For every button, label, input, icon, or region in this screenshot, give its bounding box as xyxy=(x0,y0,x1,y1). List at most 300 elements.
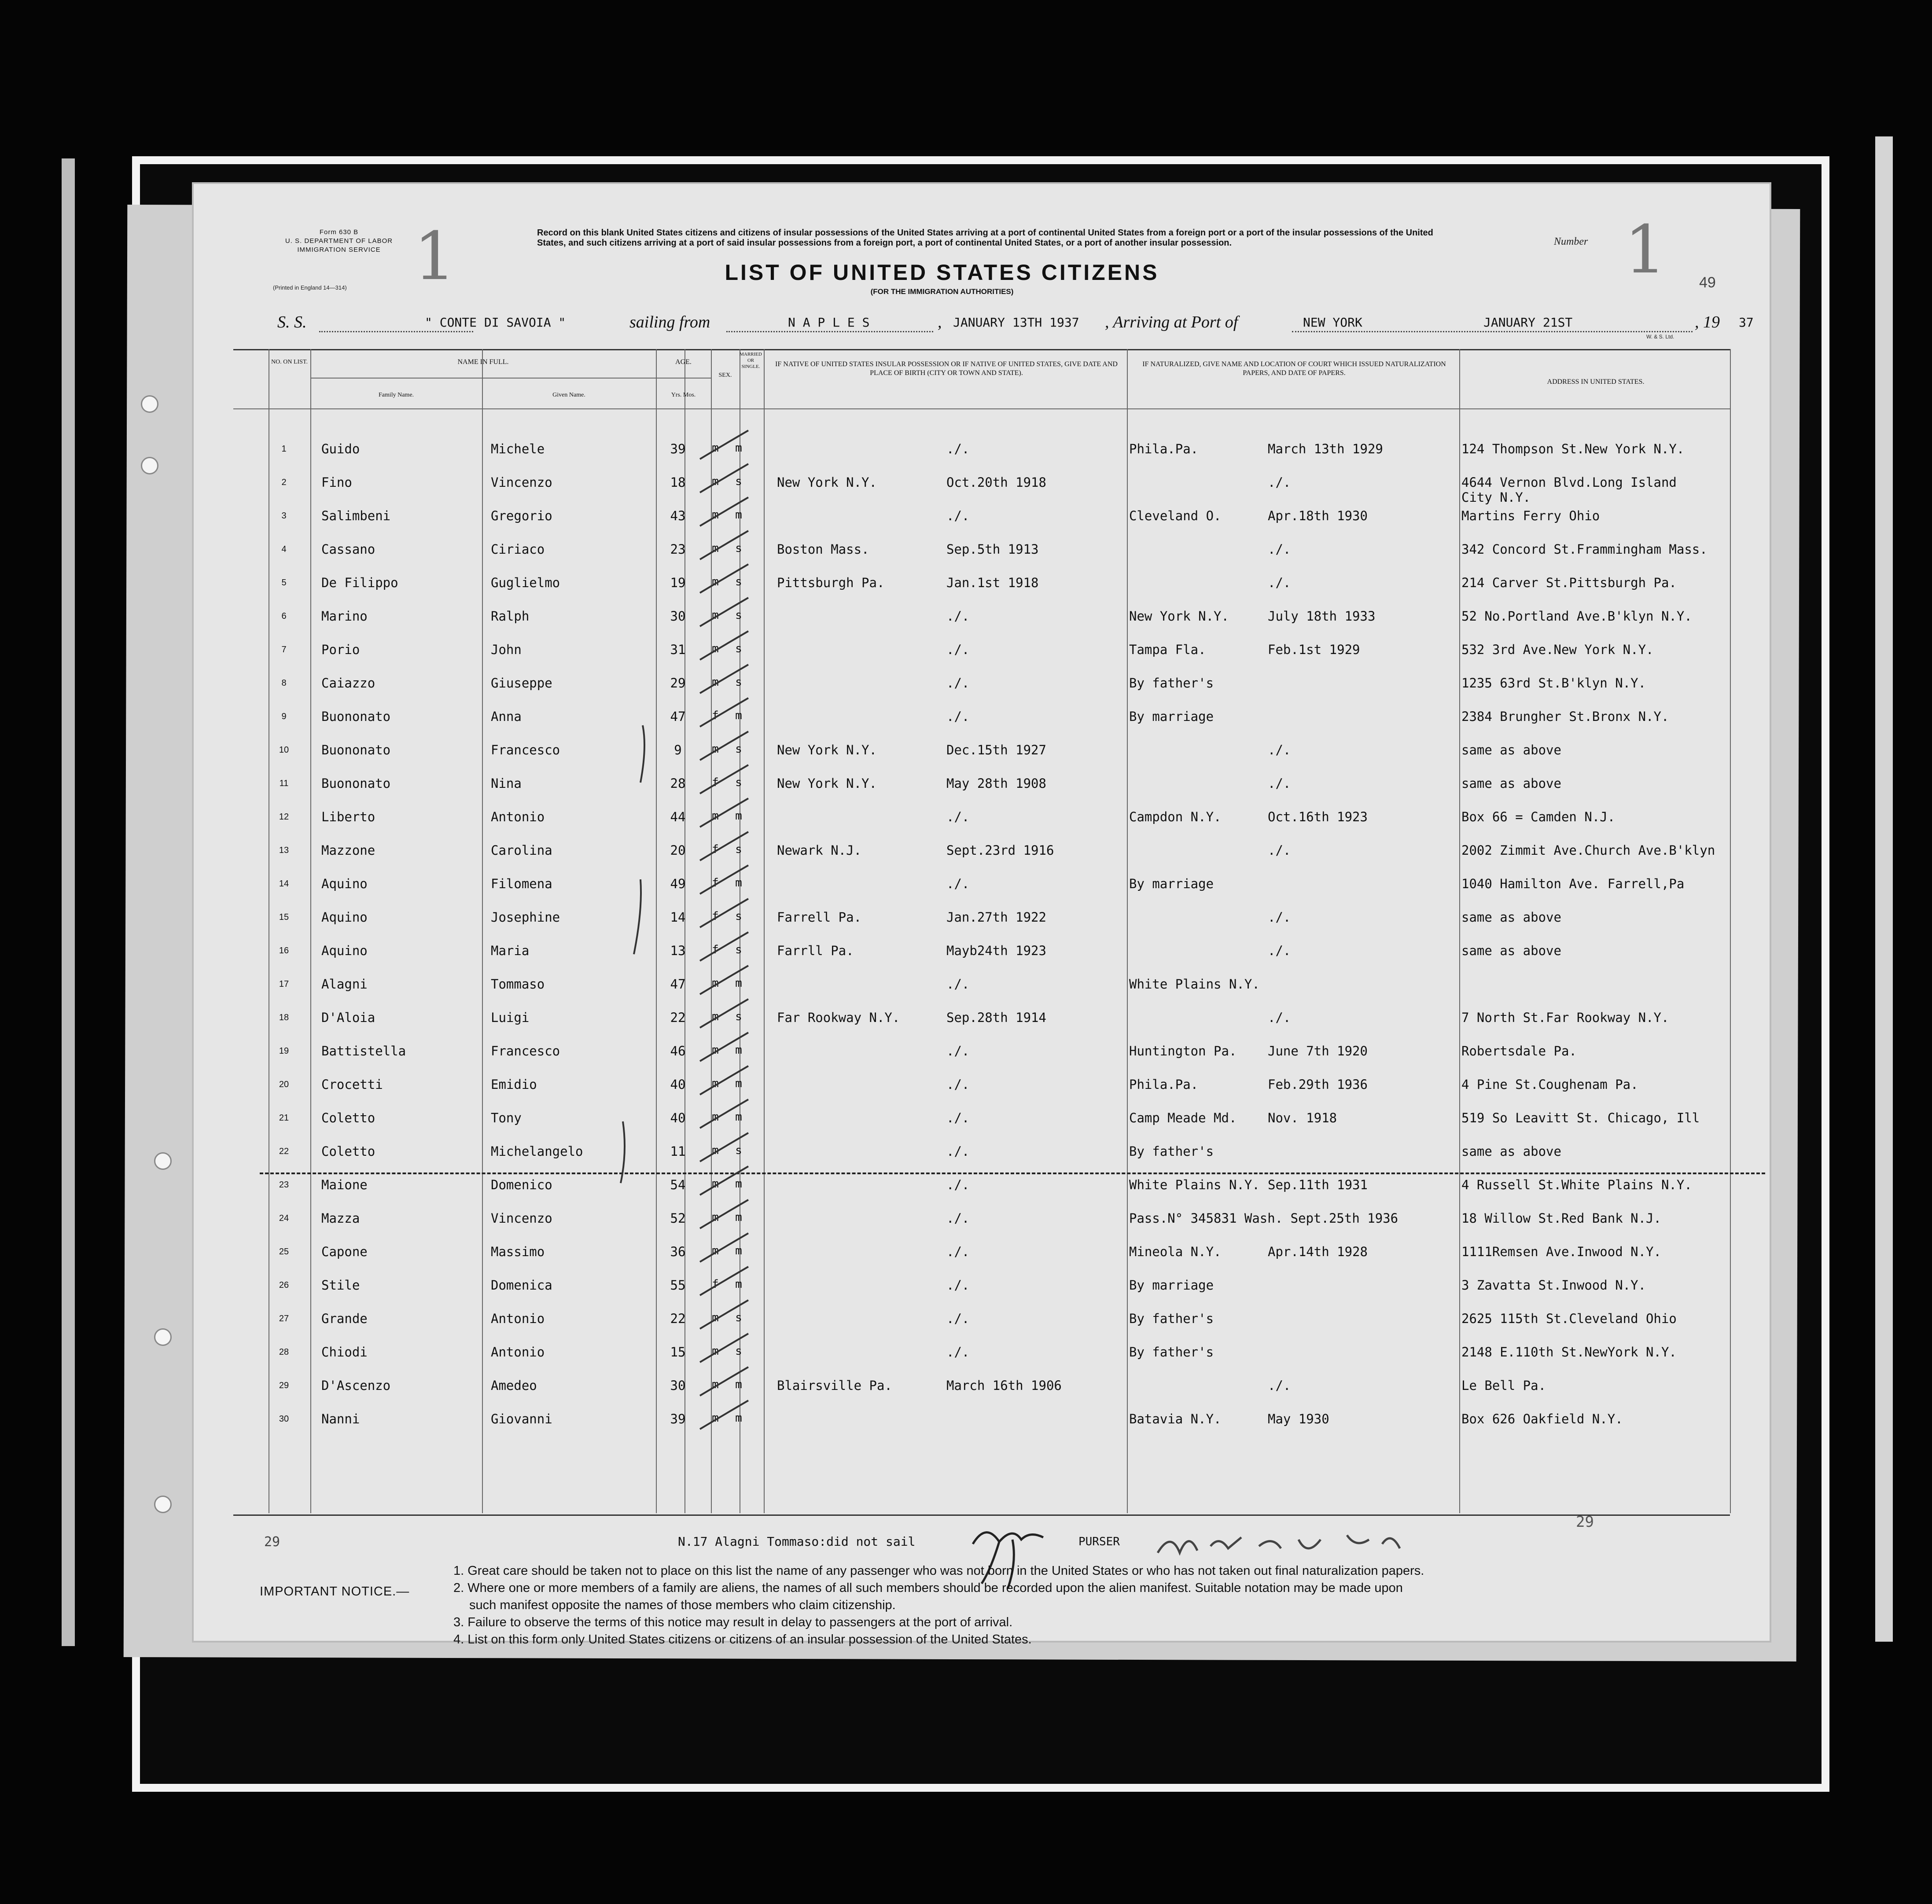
cell-sex: m xyxy=(712,1177,719,1191)
cell-age: 29 xyxy=(670,676,686,691)
table-row xyxy=(194,1144,1770,1175)
cell-ms: s xyxy=(735,1311,742,1324)
cell-no: 13 xyxy=(279,845,289,855)
cell-address: 18 Willow St.Red Bank N.J. xyxy=(1461,1211,1661,1226)
cell-nat-date: Apr.18th 1930 xyxy=(1268,508,1368,523)
cell-address: 2148 E.110th St.NewYork N.Y. xyxy=(1461,1345,1677,1360)
cell-court: Phila.Pa. xyxy=(1129,1077,1199,1092)
cell-court: By father's xyxy=(1129,1345,1214,1360)
cell-nat-date: ./. xyxy=(1268,742,1291,757)
binder-edge-left xyxy=(62,158,75,1646)
cell-birth-date: ./. xyxy=(946,977,970,992)
cell-ms: s xyxy=(735,742,742,756)
dotted-rule xyxy=(726,331,933,332)
cell-family: Porio xyxy=(321,642,360,657)
table-row xyxy=(194,1311,1770,1342)
cell-age: 52 xyxy=(670,1211,686,1226)
cell-address: Le Bell Pa. xyxy=(1461,1378,1546,1393)
folio-number: 49 xyxy=(1699,274,1716,291)
cell-birth-date: ./. xyxy=(946,1144,970,1159)
cell-nat-date: Sep.11th 1931 xyxy=(1268,1177,1368,1192)
cell-given: Ciriaco xyxy=(491,542,545,557)
cell-birth-date: March 16th 1906 xyxy=(946,1378,1062,1393)
notice-2-cont: such manifest opposite the names of those members who claim citizenship. xyxy=(469,1598,896,1612)
cell-family: Salimbeni xyxy=(321,508,391,523)
printer-mark: W. & S. Ltd. xyxy=(1646,334,1674,340)
cell-ms: s xyxy=(735,1345,742,1358)
cell-sex: m xyxy=(712,441,719,455)
cell-family: Marino xyxy=(321,609,368,624)
cell-ms: m xyxy=(735,1077,742,1090)
cell-age: 39 xyxy=(670,1411,686,1426)
cell-birth-date: ./. xyxy=(946,508,970,523)
cell-sex: m xyxy=(712,1411,719,1425)
table-row xyxy=(194,1378,1770,1409)
notice-3: 3. Failure to observe the terms of this notice may result in delay to passengers at the port of arrival. xyxy=(453,1615,1013,1629)
manifest-page xyxy=(194,184,1770,1647)
table-row xyxy=(194,1044,1770,1074)
cell-birth-date: ./. xyxy=(946,441,970,456)
cell-family: Aquino xyxy=(321,876,368,891)
cell-family: Mazzone xyxy=(321,843,375,858)
cell-age: 46 xyxy=(670,1044,686,1059)
cell-no: 7 xyxy=(281,645,287,654)
cell-family: Mazza xyxy=(321,1211,360,1226)
cell-no: 20 xyxy=(279,1080,289,1089)
cell-birth-date: Jan.1st 1918 xyxy=(946,575,1039,590)
cell-sex: m xyxy=(712,642,719,655)
cell-family: D'Aloia xyxy=(321,1010,375,1025)
cell-sex: m xyxy=(712,1345,719,1358)
cell-given: Antonio xyxy=(491,1311,545,1326)
header-family-name: Family Name. xyxy=(378,392,414,398)
cell-family: Capone xyxy=(321,1244,368,1259)
cell-nat-date: July 18th 1933 xyxy=(1268,609,1376,624)
arriving-label: , Arriving at Port of xyxy=(1105,313,1238,331)
cell-address: 4 Pine St.Coughenam Pa. xyxy=(1461,1077,1638,1092)
table-row xyxy=(194,709,1770,740)
cell-given: Emidio xyxy=(491,1077,537,1092)
cell-court: By marriage xyxy=(1129,876,1214,891)
cell-sex: m xyxy=(712,542,719,555)
cell-no: 5 xyxy=(281,578,287,588)
cell-ms: m xyxy=(735,1244,742,1257)
record-instructions: Record on this blank United States citizens and citizens of insular possessions of the United States arriving at a port of continental United States from a foreign port or a port of the insular possessions of the United States, and such citizens arriving at a port of said insular possessions from a foreign port, a port of continental United States, or a port of another insular possession. xyxy=(537,228,1433,248)
cell-birth-date: ./. xyxy=(946,1177,970,1192)
cell-given: Tony xyxy=(491,1110,522,1125)
cell-address: Box 626 Oakfield N.Y. xyxy=(1461,1411,1623,1426)
table-row xyxy=(194,1177,1770,1208)
cell-no: 14 xyxy=(279,879,289,889)
cell-court: Pass.N° 345831 Wash. Sept.25th 1936 xyxy=(1129,1211,1398,1226)
cell-age: 47 xyxy=(670,977,686,992)
cell-age: 30 xyxy=(670,1378,686,1393)
cell-nat-date: ./. xyxy=(1268,776,1291,791)
cell-no: 3 xyxy=(281,511,287,521)
page-title: LIST OF UNITED STATES CITIZENS xyxy=(725,260,1159,285)
voyage-line xyxy=(277,311,1756,337)
cell-age: 11 xyxy=(670,1144,686,1159)
cell-birth-date: Sep.28th 1914 xyxy=(946,1010,1046,1025)
cell-sex: m xyxy=(712,1311,719,1324)
cell-family: Battistella xyxy=(321,1044,406,1059)
cell-no: 10 xyxy=(279,745,289,755)
cell-ms: s xyxy=(735,475,742,488)
cell-given: John xyxy=(491,642,522,657)
table-row xyxy=(194,1211,1770,1242)
binder-hole xyxy=(154,1496,172,1513)
cell-nat-date: ./. xyxy=(1268,542,1291,557)
cell-nat-date: March 13th 1929 xyxy=(1268,441,1383,456)
ss-label: S. S. xyxy=(277,313,307,331)
cell-nat-date: Feb.29th 1936 xyxy=(1268,1077,1368,1092)
cell-birth-date: ./. xyxy=(946,876,970,891)
cell-birth-date: ./. xyxy=(946,1345,970,1360)
cell-address: Box 66 = Camden N.J. xyxy=(1461,809,1616,824)
cell-ms: s xyxy=(735,843,742,856)
cell-address: same as above xyxy=(1461,742,1561,757)
cell-birth-place: Far Rookway N.Y. xyxy=(777,1010,900,1025)
table-row xyxy=(194,742,1770,773)
cell-no: 1 xyxy=(281,444,287,454)
table-row xyxy=(194,1010,1770,1041)
cell-address: 124 Thompson St.New York N.Y. xyxy=(1461,441,1685,456)
cell-no: 9 xyxy=(281,712,287,721)
cell-address: 3 Zavatta St.Inwood N.Y. xyxy=(1461,1278,1646,1293)
cell-sex: m xyxy=(712,1110,719,1124)
cell-age: 47 xyxy=(670,709,686,724)
header-no: NO. ON LIST. xyxy=(271,359,308,365)
cell-court: Camp Meade Md. xyxy=(1129,1110,1237,1125)
cell-sex: m xyxy=(712,1044,719,1057)
cell-given: Maria xyxy=(491,943,530,958)
cell-given: Francesco xyxy=(491,742,560,757)
header-address: ADDRESS IN UNITED STATES. xyxy=(1547,378,1645,386)
cell-birth-date: ./. xyxy=(946,1244,970,1259)
cell-sex: m xyxy=(712,1077,719,1090)
cell-ms: s xyxy=(735,910,742,923)
cell-no: 11 xyxy=(279,779,289,788)
cell-court: New York N.Y. xyxy=(1129,609,1229,624)
purser-label: PURSER xyxy=(1078,1535,1120,1548)
cell-court: Phila.Pa. xyxy=(1129,441,1199,456)
cell-birth-date: Dec.15th 1927 xyxy=(946,742,1046,757)
cell-birth-date: Jan.27th 1922 xyxy=(946,910,1046,925)
cell-no: 28 xyxy=(279,1347,289,1357)
header-rule xyxy=(233,408,1730,409)
cell-no: 12 xyxy=(279,812,289,822)
cell-given: Michele xyxy=(491,441,545,456)
cell-given: Anna xyxy=(491,709,522,724)
table-row xyxy=(194,1077,1770,1108)
cell-family: Guido xyxy=(321,441,360,456)
cell-court: By marriage xyxy=(1129,1278,1214,1293)
cell-given: Gregorio xyxy=(491,508,552,523)
cell-sex: m xyxy=(712,742,719,756)
cell-age: 31 xyxy=(670,642,686,657)
cell-no: 18 xyxy=(279,1013,289,1022)
cell-age: 54 xyxy=(670,1177,686,1192)
cell-address: Robertsdale Pa. xyxy=(1461,1044,1577,1059)
cell-birth-date: ./. xyxy=(946,1110,970,1125)
comma: , xyxy=(938,313,942,331)
cell-ms: m xyxy=(735,1110,742,1124)
cell-birth-date: ./. xyxy=(946,609,970,624)
strike-through-row-17 xyxy=(260,1173,1765,1174)
cell-family: Aquino xyxy=(321,943,368,958)
cell-address: 519 So Leavitt St. Chicago, Ill xyxy=(1461,1110,1700,1125)
header-married-single: MARRIED OR SINGLE. xyxy=(740,352,762,369)
form-number: Form 630 B xyxy=(319,228,359,236)
cell-ms: m xyxy=(735,1411,742,1425)
cell-court: Huntington Pa. xyxy=(1129,1044,1237,1059)
cell-given: Domenica xyxy=(491,1278,552,1293)
cell-age: 28 xyxy=(670,776,686,791)
cell-given: Massimo xyxy=(491,1244,545,1259)
date-to: JANUARY 21ST xyxy=(1483,315,1573,330)
cell-age: 49 xyxy=(670,876,686,891)
cell-address: 4 Russell St.White Plains N.Y. xyxy=(1461,1177,1692,1192)
cell-age: 30 xyxy=(670,609,686,624)
cell-address: 532 3rd Ave.New York N.Y. xyxy=(1461,642,1654,657)
service: IMMIGRATION SERVICE xyxy=(297,246,381,254)
cell-birth-place: Pittsburgh Pa. xyxy=(777,575,885,590)
notice-4: 4. List on this form only United States citizens or citizens of an insular possession of the United States. xyxy=(453,1632,1032,1647)
cell-given: Francesco xyxy=(491,1044,560,1059)
header-age: AGE. xyxy=(675,358,692,366)
cell-court: By father's xyxy=(1129,1311,1214,1326)
cell-ms: m xyxy=(735,709,742,722)
cell-court: Batavia N.Y. xyxy=(1129,1411,1222,1426)
cell-given: Tommaso xyxy=(491,977,545,992)
cell-age: 22 xyxy=(670,1311,686,1326)
cell-birth-date: ./. xyxy=(946,1311,970,1326)
cell-no: 15 xyxy=(279,912,289,922)
cell-sex: m xyxy=(712,676,719,689)
cell-family: Liberto xyxy=(321,809,375,824)
dotted-rule xyxy=(1292,331,1693,332)
table-row xyxy=(194,575,1770,606)
cell-ms: m xyxy=(735,441,742,455)
cell-ms: s xyxy=(735,676,742,689)
cell-age: 20 xyxy=(670,843,686,858)
cell-nat-date: ./. xyxy=(1268,575,1291,590)
cell-given: Luigi xyxy=(491,1010,530,1025)
cell-family: Stile xyxy=(321,1278,360,1293)
table-row xyxy=(194,542,1770,573)
cell-no: 16 xyxy=(279,946,289,956)
header-given-name: Given Name. xyxy=(552,392,585,398)
table-row xyxy=(194,776,1770,807)
cell-family: Coletto xyxy=(321,1144,375,1159)
bottom-count: 29 xyxy=(1576,1513,1594,1531)
cell-birth-date: May 28th 1908 xyxy=(946,776,1046,791)
cell-ms: m xyxy=(735,508,742,522)
cell-given: Josephine xyxy=(491,910,560,925)
cell-given: Michelangelo xyxy=(491,1144,583,1159)
cell-court: By father's xyxy=(1129,1144,1214,1159)
cell-given: Ralph xyxy=(491,609,530,624)
cell-age: 18 xyxy=(670,475,686,490)
cell-sex: f xyxy=(712,876,719,890)
number-label: Number xyxy=(1554,236,1588,247)
table-row xyxy=(194,977,1770,1007)
cell-birth-place: Farrll Pa. xyxy=(777,943,854,958)
cell-sex: m xyxy=(712,1244,719,1257)
inspector-signature xyxy=(1158,1535,1400,1553)
ship-name: " CONTE DI SAVOIA " xyxy=(425,315,566,330)
cell-family: Buononato xyxy=(321,709,391,724)
cell-given: Vincenzo xyxy=(491,1211,552,1226)
form-identifier xyxy=(273,228,405,254)
cell-birth-date: ./. xyxy=(946,1077,970,1092)
cell-sex: m xyxy=(712,1211,719,1224)
cell-ms: m xyxy=(735,809,742,823)
cell-nat-date: Feb.1st 1929 xyxy=(1268,642,1360,657)
year-prefix: , 19 xyxy=(1695,313,1720,331)
cell-address: 1040 Hamilton Ave. Farrell,Pa xyxy=(1461,876,1685,891)
cell-family: Coletto xyxy=(321,1110,375,1125)
cell-nat-date: Oct.16th 1923 xyxy=(1268,809,1368,824)
cell-age: 9 xyxy=(674,742,682,757)
cell-age: 19 xyxy=(670,575,686,590)
cell-sex: f xyxy=(712,776,719,789)
cell-age: 14 xyxy=(670,910,686,925)
cell-given: Nina xyxy=(491,776,522,791)
cell-age: 13 xyxy=(670,943,686,958)
cell-sex: m xyxy=(712,1010,719,1023)
header-name: NAME IN FULL. xyxy=(457,358,509,366)
cell-ms: s xyxy=(735,642,742,655)
date-from: JANUARY 13TH 1937 xyxy=(953,315,1079,330)
cell-given: Giuseppe xyxy=(491,676,552,691)
cell-address: 52 No.Portland Ave.B'klyn N.Y. xyxy=(1461,609,1692,624)
cell-family: Grande xyxy=(321,1311,368,1326)
cell-nat-date: Apr.14th 1928 xyxy=(1268,1244,1368,1259)
big-page-number-left: 1 xyxy=(414,218,456,295)
table-row xyxy=(194,1411,1770,1442)
cell-address: 2002 Zimmit Ave.Church Ave.B'klyn xyxy=(1461,843,1715,858)
table-row xyxy=(194,642,1770,673)
cell-nat-date: May 1930 xyxy=(1268,1411,1329,1426)
cell-birth-date: Mayb24th 1923 xyxy=(946,943,1046,958)
cell-birth-date: ./. xyxy=(946,1044,970,1059)
cell-sex: m xyxy=(712,1378,719,1391)
cell-sex: f xyxy=(712,843,719,856)
cell-birth-place: New York N.Y. xyxy=(777,776,877,791)
cell-nat-date: Nov. 1918 xyxy=(1268,1110,1337,1125)
table-row xyxy=(194,508,1770,539)
cell-court: By marriage xyxy=(1129,709,1214,724)
cell-address: same as above xyxy=(1461,910,1561,925)
tally-count: 29 xyxy=(264,1534,280,1550)
cell-ms: s xyxy=(735,776,742,789)
cell-sex: m xyxy=(712,809,719,823)
cell-no: 26 xyxy=(279,1280,289,1290)
cell-no: 2 xyxy=(281,478,287,487)
cell-nat-date: ./. xyxy=(1268,475,1291,490)
binder-hole xyxy=(141,457,158,474)
cell-address: same as above xyxy=(1461,1144,1561,1159)
cell-given: Antonio xyxy=(491,809,545,824)
header-native: IF NATIVE OF UNITED STATES INSULAR POSSESSION OR IF NATIVE OF UNITED STATES, GIVE DATE AND PLACE OF BIRTH (CITY OR TOWN AND STATE). xyxy=(775,360,1118,377)
cell-no: 23 xyxy=(279,1180,289,1190)
table-row xyxy=(194,1278,1770,1309)
cell-birth-place: Farrell Pa. xyxy=(777,910,862,925)
cell-nat-date: ./. xyxy=(1268,1378,1291,1393)
cell-court: Cleveland O. xyxy=(1129,508,1222,523)
cell-family: Cassano xyxy=(321,542,375,557)
cell-given: Amedeo xyxy=(491,1378,537,1393)
cell-no: 30 xyxy=(279,1414,289,1424)
header-rule xyxy=(310,378,711,379)
cell-ms: s xyxy=(735,542,742,555)
header-sex: SEX. xyxy=(718,372,732,379)
port-from: N A P L E S xyxy=(788,315,870,330)
cell-address: same as above xyxy=(1461,943,1561,958)
cell-no: 17 xyxy=(279,979,289,989)
cell-no: 21 xyxy=(279,1113,289,1123)
table-row xyxy=(194,676,1770,706)
cell-address: 4644 Vernon Blvd.Long Island xyxy=(1461,475,1677,490)
cell-birth-date: Sept.23rd 1916 xyxy=(946,843,1054,858)
big-page-number-right: 1 xyxy=(1624,212,1667,288)
cell-court: Mineola N.Y. xyxy=(1129,1244,1222,1259)
cell-address: 7 North St.Far Rookway N.Y. xyxy=(1461,1010,1669,1025)
cell-ms: m xyxy=(735,1044,742,1057)
cell-family: Caiazzo xyxy=(321,676,375,691)
cell-given: Filomena xyxy=(491,876,552,891)
binder-hole xyxy=(141,395,158,413)
cell-given: Guglielmo xyxy=(491,575,560,590)
cell-family: Aquino xyxy=(321,910,368,925)
header-yrs-mos: Yrs. Mos. xyxy=(671,392,696,398)
cell-age: 23 xyxy=(670,542,686,557)
table-row xyxy=(194,609,1770,640)
cell-ms: m xyxy=(735,1177,742,1191)
cell-family: Maione xyxy=(321,1177,368,1192)
cell-birth-date: ./. xyxy=(946,676,970,691)
cell-court: White Plains N.Y. xyxy=(1129,1177,1260,1192)
cell-given: Carolina xyxy=(491,843,552,858)
cell-ms: m xyxy=(735,876,742,890)
cell-family: Nanni xyxy=(321,1411,360,1426)
cell-birth-date: ./. xyxy=(946,642,970,657)
important-notice-label: IMPORTANT NOTICE.— xyxy=(260,1584,410,1599)
binder-hole xyxy=(154,1328,172,1346)
cell-ms: s xyxy=(735,943,742,956)
cell-sex: f xyxy=(712,943,719,956)
cell-address: 2625 115th St.Cleveland Ohio xyxy=(1461,1311,1677,1326)
cell-family: D'Ascenzo xyxy=(321,1378,391,1393)
cell-address: Martins Ferry Ohio xyxy=(1461,508,1600,523)
cell-given: Domenico xyxy=(491,1177,552,1192)
cell-no: 19 xyxy=(279,1046,289,1056)
cell-nat-date: ./. xyxy=(1268,910,1291,925)
printed-note: (Printed in England 14—314) xyxy=(273,284,347,291)
header-naturalized: IF NATURALIZED, GIVE NAME AND LOCATION OF COURT WHICH ISSUED NATURALIZATION PAPERS, AND DATE OF PAPERS. xyxy=(1142,360,1446,377)
table-row xyxy=(194,475,1770,506)
cell-ms: s xyxy=(735,1010,742,1023)
cell-age: 39 xyxy=(670,441,686,456)
year: 37 xyxy=(1739,315,1754,330)
notice-1: 1. Great care should be taken not to place on this list the name of any passenger who was not born in the United States or who has not taken out final naturalization papers. xyxy=(453,1564,1424,1578)
cell-age: 36 xyxy=(670,1244,686,1259)
cell-sex: f xyxy=(712,709,719,722)
cell-given: Vincenzo xyxy=(491,475,552,490)
cell-age: 22 xyxy=(670,1010,686,1025)
cell-family: Fino xyxy=(321,475,352,490)
